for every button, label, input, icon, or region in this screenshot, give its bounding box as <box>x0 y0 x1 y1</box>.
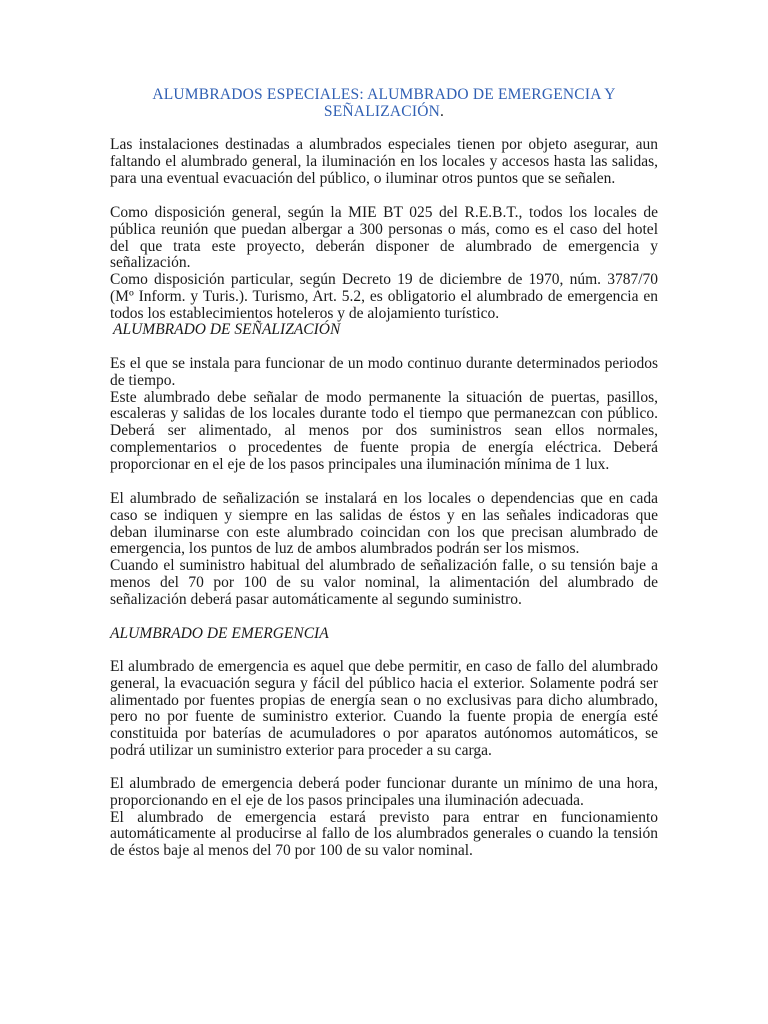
section-heading-emergencia: ALUMBRADO DE EMERGENCIA <box>110 625 329 642</box>
paragraph-text: Este alumbrado debe señalar de modo permanente la situación de puertas, pasillos, escaleras y salidas de los locales durante todo el tiempo que permanezcan con público. Deberá ser alimentado, al menos por dos suministros sean ellos normales, complementarios o procedentes de fuente propia de energía eléctrica. Deberá proporcionar en el eje de los pasos principales una iluminación mínima de 1 lux. <box>110 388 658 473</box>
paragraph-text: Es el que se instala para funcionar de un modo continuo durante determinados periodos de tiempo. <box>110 355 658 389</box>
paragraph-text: El alumbrado de emergencia estará previsto para entrar en funcionamiento automáticamente al producirse al fallo de los alumbrados generales o cuando la tensión de éstos baje al menos del 70 por 100 de su valor nominal. <box>110 808 658 860</box>
paragraph-text: El alumbrado de emergencia es aquel que debe permitir, en caso de fallo del alumbrado general, la evacuación segura y fácil del público hacia el exterior. Solamente podrá ser alimentado por fuentes propias de energía sean o no exclusivas para dicho alumbrado, pero no por fuente de suministro exterior. Cuando la fuente propia de energía esté constituida por baterías de acumuladores o por aparatos autónomos automáticos, se podrá utilizar un suministro exterior para proceder a su carga. <box>110 658 658 759</box>
section-heading-senalizacion: ALUMBRADO DE SEÑALIZACIÓN <box>113 321 341 338</box>
paragraph-senalizacion-install <box>110 491 658 609</box>
paragraph-intro <box>110 137 658 187</box>
paragraph-emergencia-def <box>110 659 658 760</box>
paragraph-text: Las instalaciones destinadas a alumbrados especiales tienen por objeto asegurar, aun faltando el alumbrado general, la iluminación en los locales y accesos hasta las salidas, para una eventual evacuación del público, o iluminar otros puntos que se señalen. <box>110 136 658 187</box>
paragraph-text: Como disposición general, según la MIE BT 025 del R.E.B.T., todos los locales de pública reunión que puedan albergar a 300 personas o más, como es el caso del hotel del que trata este proyecto, deberán disponer de alumbrado de emergencia y señalización. <box>110 204 658 272</box>
paragraph-general-disposition <box>110 205 658 323</box>
paragraph-text: El alumbrado de señalización se instalará en los locales o dependencias que en cada caso se indiquen y siempre en las salidas de éstos y en las señales indicadoras que deban iluminarse con este alumbrado coincidan con los que precisan alumbrado de emergencia, los puntos de luz de ambos alumbrados podrán ser los mismos. <box>110 490 658 558</box>
paragraph-emergencia-funcion <box>110 776 658 860</box>
paragraph-text: Cuando el suministro habitual del alumbrado de señalización falle, o su tensión baje a menos del 70 por 100 de su valor nominal, la alimentación del alumbrado de señalización deberá pasar automáticamente al segundo suministro. <box>110 557 658 608</box>
document-title <box>110 86 658 120</box>
title-text: ALUMBRADOS ESPECIALES: ALUMBRADO DE EMERGENCIA Y SEÑALIZACIÓN <box>152 86 616 120</box>
title-period: . <box>439 103 445 120</box>
paragraph-text: El alumbrado de emergencia deberá poder funcionar durante un mínimo de una hora, proporcionando en el eje de los pasos principales una iluminación adecuada. <box>110 775 658 809</box>
paragraph-text: Como disposición particular, según Decreto 19 de diciembre de 1970, núm. 3787/70 (Mº Inform. y Turis.). Turismo, Art. 5.2, es obligatorio el alumbrado de emergencia en todos los establecimientos hoteleros y de alojamiento turístico. <box>110 271 658 322</box>
paragraph-senalizacion-def <box>110 356 658 474</box>
